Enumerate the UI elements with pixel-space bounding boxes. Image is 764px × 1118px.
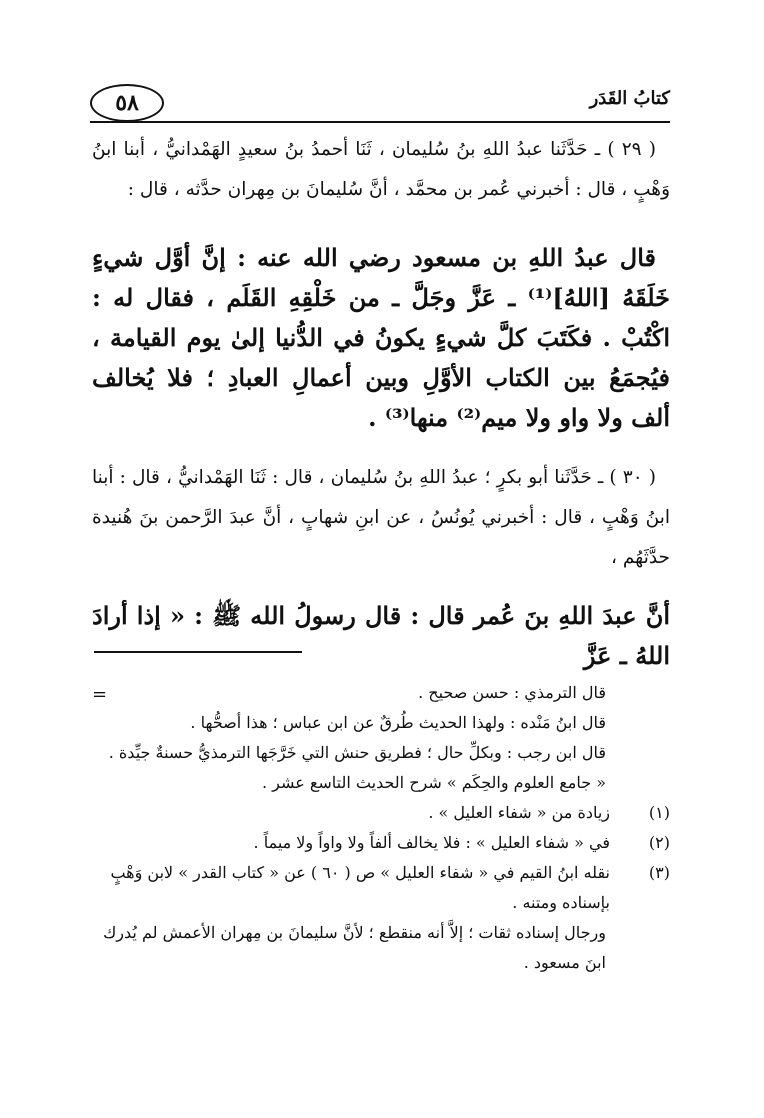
footnote-1 (100, 798, 670, 828)
footnote-3-continuation: ورجال إسناده ثقات ؛ إلاَّ أنه منقطع ؛ لأنَّ سليمانَ بن مِهران الأعمش لم يُدرك ابنَ مسعود . (103, 923, 606, 972)
footnote-cont-line: قال ابن رجب : وبكلِّ حال ؛ فطريق حنش التي خَرَّجَها الترمذيُّ حسنةٌ جيِّدة . « جامع العلوم والحِكَم » شرح الحديث التاسع عشر . (108, 743, 606, 792)
footnote-text: في « شفاء العليل » : فلا يخالف ألفاً ولا واواً ولا ميماً . (253, 833, 610, 852)
footnote-number: (٢) (648, 833, 670, 852)
footnote-number: (٣) (648, 863, 670, 882)
page-header (90, 84, 670, 124)
header-rule (90, 121, 670, 123)
footnote-continuation (100, 678, 670, 798)
footnote-3 (100, 858, 670, 918)
footnote-2 (100, 828, 670, 858)
running-title: كتابُ القَدَر (589, 88, 670, 109)
hadith-29-matn: قال عبدُ اللهِ بن مسعود رضي الله عنه : إنَّ أوَّل شيءٍ خَلَقَهُ [اللهُ]⁽¹⁾ ـ عَزَّ وجَلَّ ـ من خَلْقِهِ القَلَم ، فقال له : اكْتُبْ . فكَتَبَ كلَّ شيءٍ يكونُ في الدُّنيا إلىٰ يوم القيامة ، فيُجمَعُ بين الكتاب الأوَّلِ وبين أعمالِ العبادِ ؛ فلا يُخالف ألف ولا واو ولا ميم⁽²⁾ منها⁽³⁾ . (92, 243, 671, 432)
hadith-30-matn: أنَّ عبدَ اللهِ بنَ عُمر قال : قال رسولُ الله ﷺ : « إذا أرادَ اللهُ ـ عَزَّ (92, 601, 670, 670)
page-number: ٥٨ (90, 84, 164, 122)
footnote-cont-line: قال الترمذي : حسن صحيح . (418, 683, 606, 702)
hadith-29-isnad: ( ٢٩ ) ـ حَدَّثَنا عبدُ اللهِ بنُ سُليمان ، ثَنَا أحمدُ بنُ سعيدٍ الهَمْدانيُّ ، أبنا ابنُ وَهْبٍ ، قال : أخبرني عُمر بن محمَّد ، أنَّ سُليمانَ بن مِهران حدَّثه ، قال : (92, 139, 670, 200)
footnotes (100, 678, 670, 978)
footnote-separator (94, 651, 302, 653)
footnote-text: زيادة من « شفاء العليل » . (428, 803, 610, 822)
footnote-cont-line: قال ابنُ مَنْده : ولهذا الحديث طُرقٌ عن ابن عباس ؛ هذا أصحُّها . (190, 713, 606, 732)
main-text (92, 130, 670, 676)
footnote-text: نقله ابنُ القيم في « شفاء العليل » ص ( ٦٠ ) عن « كتاب القدر » لابن وَهْبٍ بإسناده ومتنه . (110, 863, 610, 912)
continuation-mark: = (92, 684, 108, 705)
hadith-30-isnad: ( ٣٠ ) ـ حَدَّثَنا أبو بكرٍ ؛ عبدُ اللهِ بنُ سُليمان ، قال : ثَنَا الهَمْدانيُّ ، قال : أبنا ابنُ وَهْبٍ ، قال : أخبرني يُونُسُ ، عن ابنِ شهابٍ ، أنَّ عبدَ الرَّحمن بنَ هُنيدة حدَّثَهُم ، (92, 467, 670, 568)
footnote-number: (١) (648, 803, 670, 822)
